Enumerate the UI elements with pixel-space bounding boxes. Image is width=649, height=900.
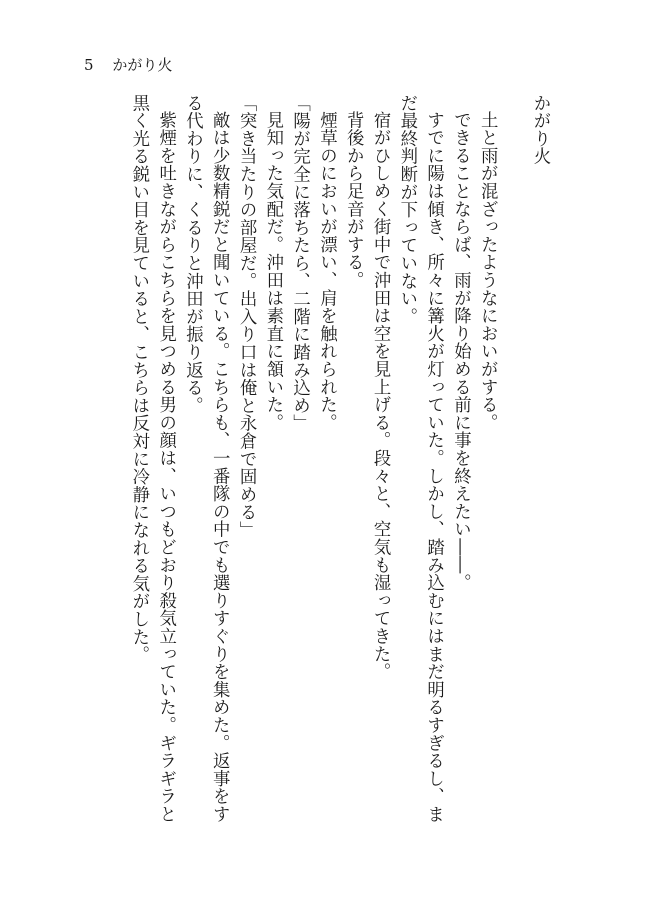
paragraph: 土と雨が混ざったようなにおいがする。 <box>477 111 498 432</box>
dialogue-line: 「陽が完全に落ちたら、二階に踏み込め」 <box>289 94 310 433</box>
paragraph: 紫煙を吐きながらこちらを見つめる男の顔は、いつもどおり殺気立っていた。ギラギラと <box>155 111 176 824</box>
chapter-title: かがり火 <box>530 94 550 166</box>
body-text <box>93 94 553 834</box>
paragraph: 敵は少数精鋭だと聞いている。こちらも、一番隊の中でも選りすぐりを集めた。返事をす <box>209 111 230 824</box>
running-head-title: かがり火 <box>112 56 173 74</box>
paragraph: できることならば、雨が降り始める前に事を終えたい――。 <box>450 111 471 592</box>
paragraph: 黒く光る鋭い目を見ていると、こちらは反対に冷静になれる気がした。 <box>128 94 149 664</box>
page-number: 5 <box>84 56 94 74</box>
paragraph: る代わりに、くるりと沖田が振り返る。 <box>182 94 203 415</box>
running-head <box>84 58 172 73</box>
dialogue-line: 「突き当たりの部屋だ。出入り口は俺と永倉で固める」 <box>236 94 257 539</box>
paragraph: 宿がひしめく街中で沖田は空を見上げる。段々と、空気も湿ってきた。 <box>370 111 391 681</box>
paragraph: だ最終判断が下っていない。 <box>396 94 417 326</box>
paragraph: すでに陽は傾き、所々に篝火が灯っていた。しかし、踏み込むにはまだ明るすぎるし、ま <box>423 111 444 824</box>
paragraph: 煙草のにおいが漂い、肩を触れられた。 <box>316 111 337 432</box>
paragraph: 見知った気配だ。沖田は素直に頷いた。 <box>262 111 283 432</box>
paragraph: 背後から足音がする。 <box>343 111 364 290</box>
